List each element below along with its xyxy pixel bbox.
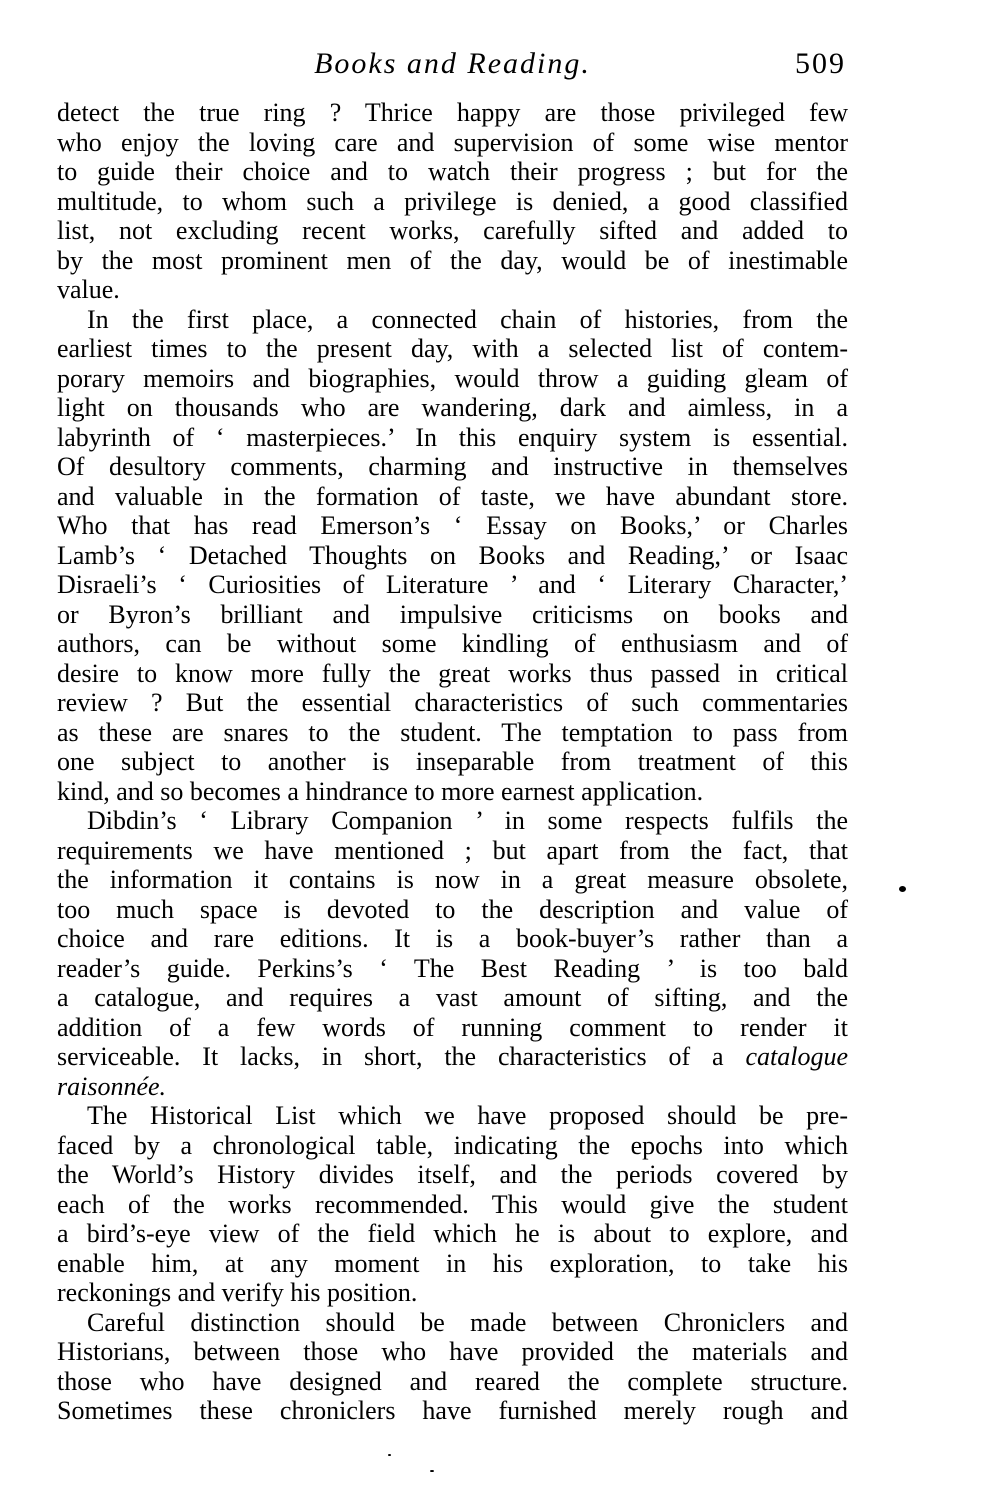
text-line: reader’s guide. Perkins’s ‘ The Best Reading ’ is too bald (57, 953, 848, 983)
running-title: Books and Reading. (314, 47, 591, 80)
text-line: authors, can be without some kindling of enthusiasm and of (57, 629, 848, 658)
text-line: a bird’s-eye view of the field which he is about to explore, and (57, 1219, 848, 1248)
text-line: Disraeli’s ‘ Curiosities of Literature ’ and ‘ Literary Character,’ (57, 570, 848, 599)
text-line: Dibdin’s ‘ Library Companion ’ in some respects fulfils the (87, 806, 848, 835)
text-line: one subject to another is inseparable from treatment of this (57, 747, 848, 776)
text-line: The Historical List which we have proposed should be pre- (87, 1101, 848, 1130)
text-line: the information it contains is now in a great measure obsolete, (57, 865, 848, 894)
text-line: Historians, between those who have provided the materials and (57, 1337, 848, 1366)
text-line: Careful distinction should be made between Chroniclers and (87, 1307, 848, 1337)
text-line: enable him, at any moment in his exploration, to take his (57, 1248, 848, 1278)
text-line: detect the true ring ? Thrice happy are those privileged few (57, 98, 848, 127)
text-line: list, not excluding recent works, carefully sifted and added to (57, 216, 848, 245)
text-line: porary memoirs and biographies, would throw a guiding gleam of (57, 363, 848, 393)
page-header (57, 44, 848, 84)
text-line: faced by a chronological table, indicating the epochs into which (57, 1130, 848, 1160)
page-body (57, 98, 848, 1426)
text-line: and valuable in the formation of taste, we have abundant store. (57, 481, 848, 511)
text-line: too much space is devoted to the description and value of (57, 894, 848, 924)
text-line: Of desultory comments, charming and instructive in themselves (57, 452, 848, 481)
text-line: a catalogue, and requires a vast amount of sifting, and the (57, 983, 848, 1012)
text-line: by the most prominent men of the day, would be of inestimable (57, 245, 848, 275)
text-line: earliest times to the present day, with a selected list of contem- (57, 334, 848, 363)
text-line: requirements we have mentioned ; but apart from the fact, that (57, 835, 848, 865)
text-line: choice and rare editions. It is a book-buyer’s rather than a (57, 924, 848, 953)
text-line: addition of a few words of running comment to render it (57, 1012, 848, 1042)
text-line: as these are snares to the student. The temptation to pass from (57, 717, 848, 747)
text-line: In the first place, a connected chain of histories, from the (87, 304, 848, 334)
scan-speck (430, 1470, 434, 1472)
text-line: Lamb’s ‘ Detached Thoughts on Books and Reading,’ or Isaac (57, 540, 848, 570)
text-line: review ? But the essential characteristics of such commentaries (57, 688, 848, 717)
text-line: labyrinth of ‘ masterpieces.’ In this enquiry system is essential. (57, 422, 848, 452)
text-line: each of the works recommended. This would give the student (57, 1189, 848, 1219)
text-line: multitude, to whom such a privilege is denied, a good classified (57, 186, 848, 216)
text-line: value. (57, 275, 120, 304)
text-line: raisonnée. (57, 1071, 167, 1101)
text-line: the World’s History divides itself, and the periods covered by (57, 1160, 848, 1189)
scan-speck (388, 1454, 391, 1456)
text-line: kind, and so becomes a hindrance to more earnest application. (57, 776, 704, 806)
text-line: desire to know more fully the great works thus passed in critical (57, 658, 848, 688)
text-line: serviceable. It lacks, in short, the characteristics of a catalogue (57, 1042, 848, 1071)
text-line: Sometimes these chroniclers have furnished merely rough and (57, 1396, 848, 1425)
text-line: those who have designed and reared the complete structure. (57, 1366, 848, 1396)
page-number: 509 (795, 47, 846, 80)
text-line: to guide their choice and to watch their progress ; but for the (57, 157, 848, 186)
text-line: light on thousands who are wandering, dark and aimless, in a (57, 393, 848, 422)
text-line: or Byron’s brilliant and impulsive criticisms on books and (57, 599, 848, 629)
scan-speck (899, 886, 906, 892)
text-line: reckonings and verify his position. (57, 1278, 418, 1307)
text-line: who enjoy the loving care and supervision of some wise mentor (57, 127, 848, 157)
text-line: Who that has read Emerson’s ‘ Essay on Books,’ or Charles (57, 511, 848, 540)
